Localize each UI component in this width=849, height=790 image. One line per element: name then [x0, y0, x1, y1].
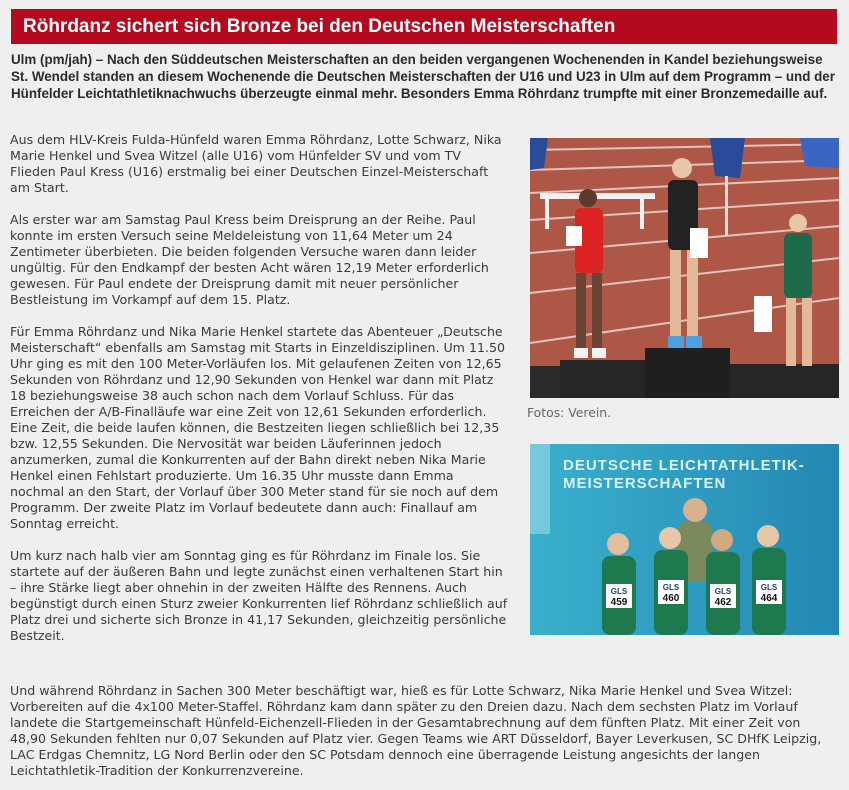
article-body-column [10, 132, 509, 660]
bib-sponsor-2: GLS [662, 583, 680, 592]
team-photo [530, 444, 839, 635]
banner-line-1: DEUTSCHE LEICHTATHLETIK- [563, 457, 805, 474]
body-paragraph-2: Als erster war am Samstag Paul Kress beim Dreisprung an der Reihe. Paul konnte im ersten Versuch seine Meldeleistung von 11,64 Meter um 24 Zentimeter überbieten. Die beiden folgenden Versuche waren dann leider ungültig. Für den Endkampf der besten Acht wären 12,19 Meter erforderlich gewesen. Für Paul endete der Dreisprung damit mit neuer persönlicher Bestleistung im Vorkampf auf dem 15. Platz. [10, 212, 489, 307]
bib-number-462: 462 [714, 597, 732, 608]
bib-sponsor-1: GLS [610, 587, 628, 596]
banner-line-2: MEISTERSCHAFTEN [563, 475, 727, 492]
body-paragraph-4: Um kurz nach halb vier am Sonntag ging es für Röhrdanz im Finale los. Sie startete auf der äußeren Bahn und legte zunächst einen verhaltenen Start hin – ihre Stärke liegt aber ohnehin in der zweiten Hälfte des Rennens. Auch begünstigt durch einen Sturz zweier Konkurrenten lief Röhrdanz schließlich auf Platz drei und sicherte sich Bronze in 41,17 Sekunden, gleichzeitig persönliche Bestzeit. [10, 548, 508, 643]
podium-photo [530, 138, 839, 398]
bib-number-460: 460 [662, 593, 680, 604]
article-headline: Röhrdanz sichert sich Bronze bei den Deutschen Meisterschaften [11, 9, 837, 44]
bib-sponsor-4: GLS [760, 583, 778, 592]
bib-number-459: 459 [610, 597, 628, 608]
bib-number-464: 464 [760, 593, 778, 604]
bib-sponsor-3: GLS [714, 587, 732, 596]
photo-caption: Fotos: Verein. [527, 405, 612, 420]
body-paragraph-1: Aus dem HLV-Kreis Fulda-Hünfeld waren Emma Röhrdanz, Lotte Schwarz, Nika Marie Henkel und Svea Witzel (alle U16) vom Hünfelder SV und vom TV Flieden Paul Kress (U16) erstmalig bei einer Deutschen Einzel-Meisterschaft am Start. [10, 132, 502, 195]
article-lead: Ulm (pm/jah) – Nach den Süddeutschen Meisterschaften an den beiden vergangenen Wochenenden in Kandel beziehungsweise St. Wendel standen an diesem Wochenende die Deutschen Meisterschaften der U16 und U23 in Ulm auf dem Programm – und der Hünfelder Leichtathletiknachwuchs überzeugte einmal mehr. Besonders Emma Röhrdanz trumpfte mit einer Bronzemedaille auf. [11, 52, 835, 101]
body-paragraph-5: Und während Röhrdanz in Sachen 300 Meter beschäftigt war, hieß es für Lotte Schwarz, Nika Marie Henkel und Svea Witzel: Vorbereiten auf die 4x100 Meter-Staffel. Röhrdanz kam dann später zu den Dreien dazu. Nach dem sechsten Platz im Vorlauf landete die Startgemeinschaft Hünfeld-Eichenzell-Flieden in der Gesamtabrechnung auf dem fünften Platz. Mit einer Zeit von 48,90 Sekunden fehlten nur 0,07 Sekunden auf Platz vier. Gegen Teams wie ART Düsseldorf, Bayer Leverkusen, SC DHfK Leipzig, LAC Erdgas Chemnitz, LG Nord Berlin oder den SC Potsdam dennoch eine überragende Leistung angesichts der langen Leichtathletik-Tradition der Konkurrenzvereine. [10, 683, 822, 778]
body-paragraph-3: Für Emma Röhrdanz und Nika Marie Henkel startete das Abenteuer „Deutsche Meisterschaft“ ebenfalls am Samstag mit Starts in Einzeldisziplinen. Um 11.50 Uhr ging es mit den 100 Meter-Vorläufen los. Mit gelaufenen Zeiten von 12,65 Sekunden von Röhrdanz und 12,90 Sekunden von Henkel war dann mit Platz 18 beziehungsweise 38 auch schon nach dem Vorlauf Schluss. Für das Erreichen der A/B-Finalläufe war eine Zeit von 12,61 Sekunden erforderlich. Eine Zeit, die beide laufen können, die Bestzeiten liegen schließlich bei 12,35 bzw. 12,55 Sekunden. Die Nervosität war beiden Läuferinnen jedoch anzumerken, zumal die Konkurrenten auf der Bahn direkt neben Nika Marie Henkel einen Fehlstart produzierte. Um 16.35 Uhr musste dann Emma nochmal an den Start, der Vorlauf über 300 Meter stand für sie noch auf dem Programm. Der zweite Platz im Vorlauf bedeutete dann auch: Finallauf am Sonntag erreicht. [10, 324, 505, 531]
